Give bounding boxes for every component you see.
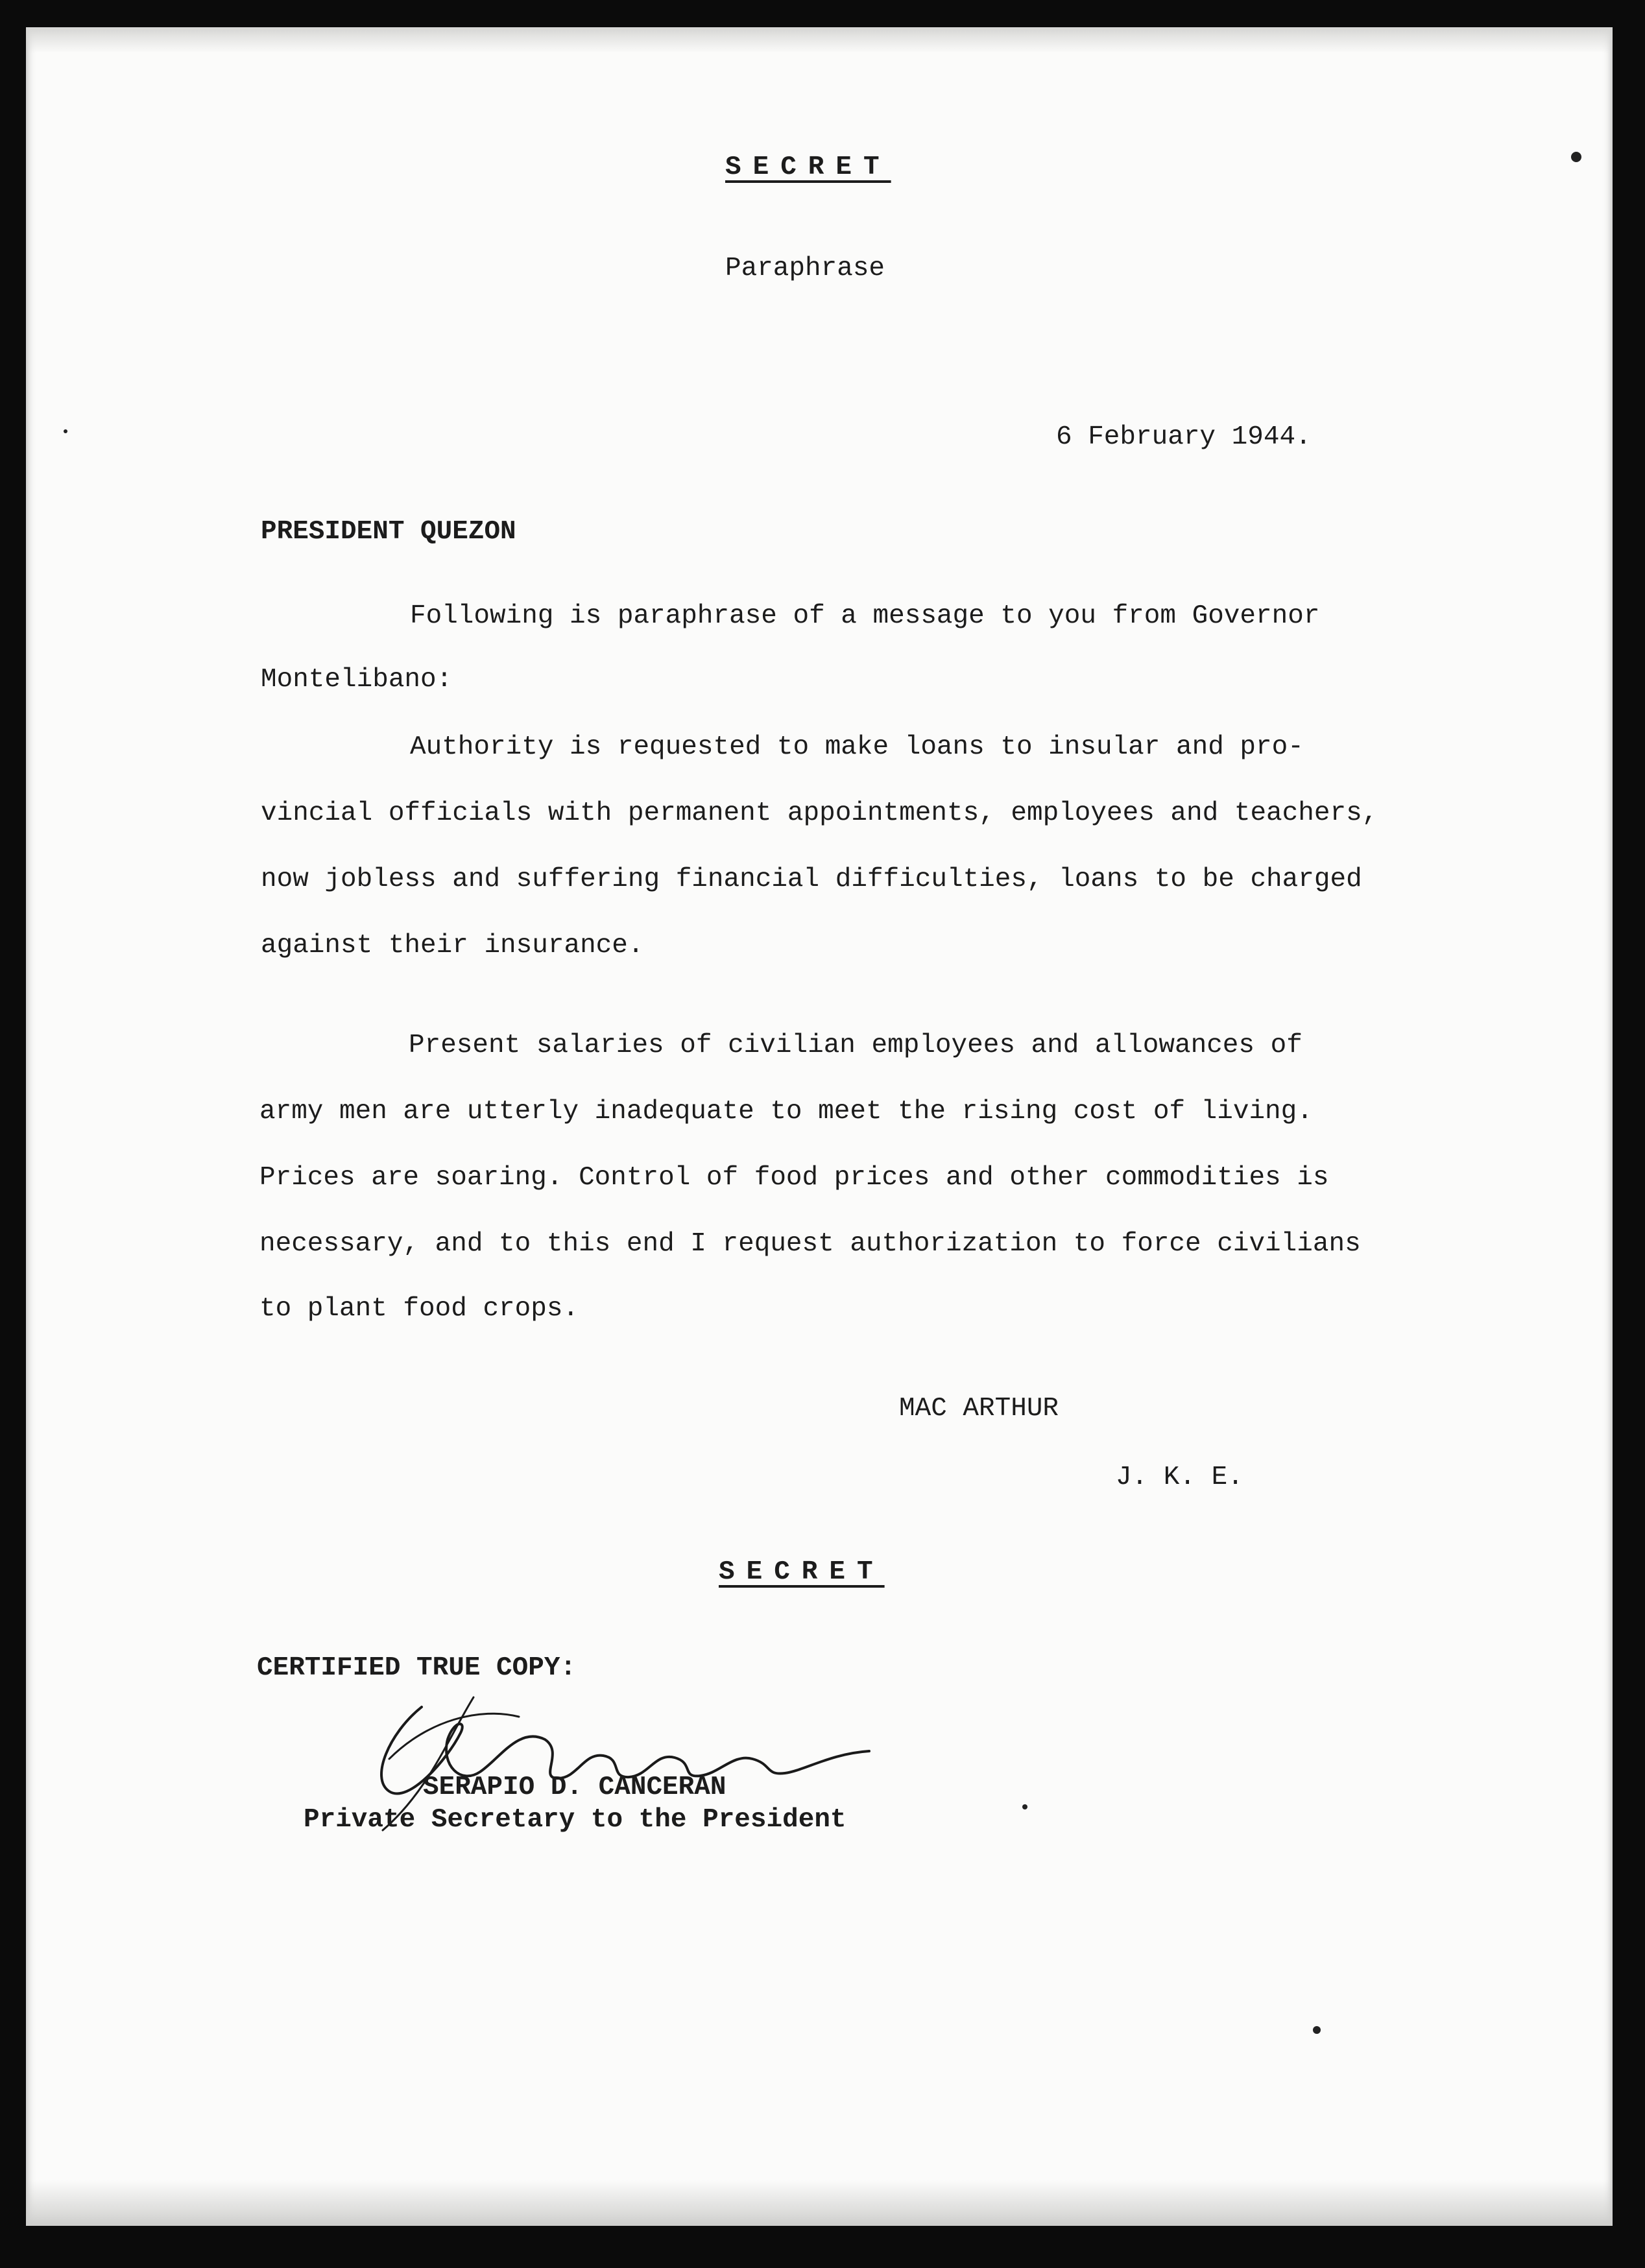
paragraph-line: now jobless and suffering financial difficulties, loans to be charged (261, 865, 1362, 894)
classification-footer: SECRET (719, 1557, 885, 1587)
speck-mark (64, 429, 67, 433)
intro-line: Montelibano: (261, 665, 453, 695)
classification-header: SECRET (725, 152, 891, 182)
punch-hole-mark (1571, 152, 1581, 162)
document-subtitle: Paraphrase (725, 254, 885, 283)
signer-title: Private Secretary to the President (304, 1805, 847, 1835)
paragraph-line: to plant food crops. (259, 1294, 579, 1324)
speck-mark (1313, 2026, 1321, 2034)
paragraph-line: against their insurance. (261, 931, 644, 961)
sender-name: MAC ARTHUR (899, 1394, 1059, 1424)
intro-line: Following is paraphrase of a message to you from Governor (410, 601, 1320, 631)
document-date: 6 February 1944. (1056, 422, 1312, 452)
document-page (26, 27, 1613, 2226)
paragraph-line: Prices are soaring. Control of food prices and other commodities is (259, 1163, 1329, 1193)
addressee: PRESIDENT QUEZON (261, 517, 516, 547)
sender-initials: J. K. E. (1116, 1462, 1243, 1492)
paragraph-line: Authority is requested to make loans to insular and pro- (410, 732, 1304, 762)
certified-label: CERTIFIED TRUE COPY: (257, 1653, 577, 1683)
signer-name: SERAPIO D. CANCERAN (423, 1773, 726, 1802)
paragraph-line: Present salaries of civilian employees and allowances of (409, 1031, 1303, 1060)
paragraph-line: vincial officials with permanent appointments, employees and teachers, (261, 798, 1378, 828)
paragraph-line: army men are utterly inadequate to meet the rising cost of living. (259, 1097, 1313, 1127)
speck-mark (1022, 1804, 1027, 1809)
paragraph-line: necessary, and to this end I request authorization to force civilians (259, 1229, 1361, 1259)
